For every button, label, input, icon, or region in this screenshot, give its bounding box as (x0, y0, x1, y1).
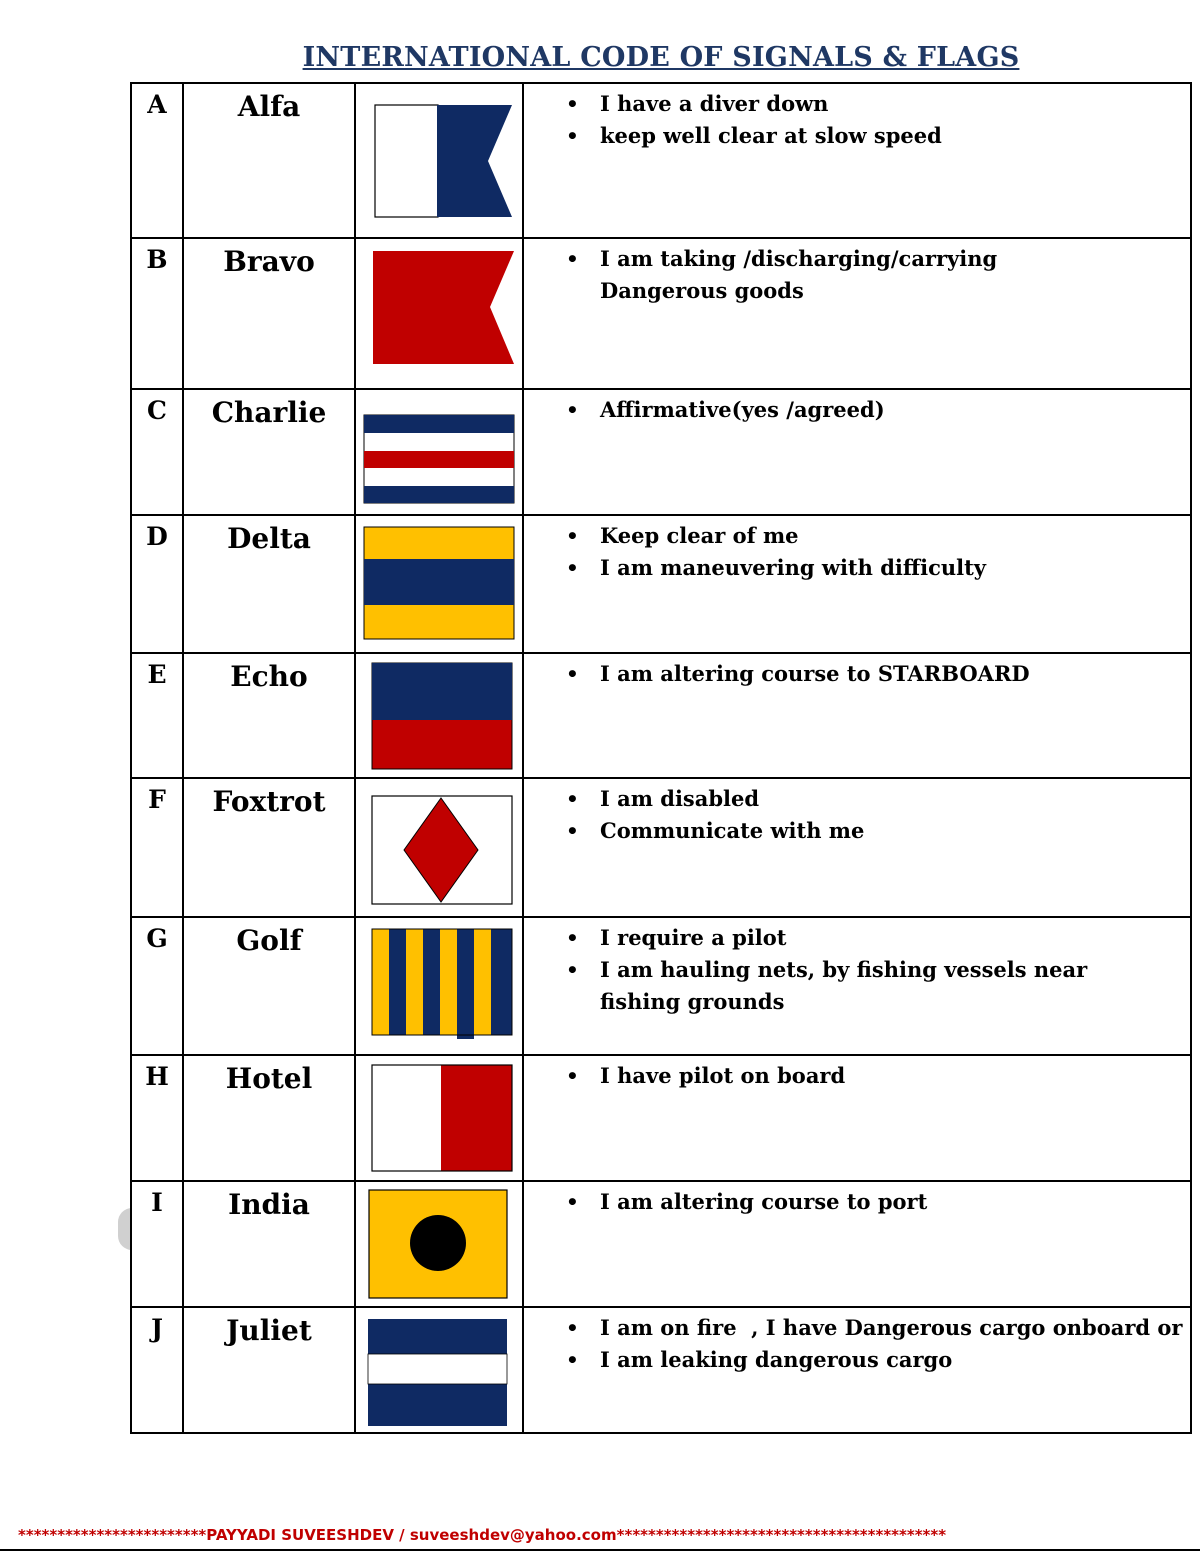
row-codeword: Bravo (183, 238, 355, 389)
footer-divider (0, 1549, 1200, 1551)
table-row (131, 83, 1191, 238)
row-flag (355, 917, 523, 1055)
row-meaning (523, 238, 1191, 389)
row-flag (355, 83, 523, 238)
row-codeword: Juliet (183, 1307, 355, 1433)
meaning-item: • I am disabled (600, 783, 1190, 815)
hotel-flag-icon (371, 1064, 513, 1174)
row-flag (355, 389, 523, 515)
row-codeword: Hotel (183, 1055, 355, 1181)
row-meaning (523, 389, 1191, 515)
meaning-item: • I am altering course to STARBOARD (600, 658, 1190, 690)
footer-stars-left: ************************ (18, 1526, 207, 1544)
charlie-flag-icon (363, 414, 515, 504)
table-row (131, 1181, 1191, 1307)
table-row (131, 653, 1191, 778)
row-flag (355, 1181, 523, 1307)
row-codeword: India (183, 1181, 355, 1307)
row-codeword: Foxtrot (183, 778, 355, 917)
row-letter: C (131, 389, 183, 515)
table-row (131, 778, 1191, 917)
meaning-item: • I am on fire , I have Dangerous cargo onboard or (600, 1312, 1190, 1344)
row-flag (355, 238, 523, 389)
row-codeword: Alfa (183, 83, 355, 238)
meaning-item: • I am taking /discharging/carrying Dangerous goods (600, 243, 1190, 307)
delta-flag-icon (363, 526, 515, 640)
table-row (131, 1307, 1191, 1433)
row-letter: G (131, 917, 183, 1055)
page-title: INTERNATIONAL CODE OF SIGNALS & FLAGS (302, 42, 1020, 73)
meaning-item: • Communicate with me (600, 815, 1190, 847)
row-letter: A (131, 83, 183, 238)
meaning-item: • I am altering course to port (600, 1186, 1190, 1218)
row-codeword: Charlie (183, 389, 355, 515)
row-flag (355, 778, 523, 917)
echo-flag-icon (371, 662, 513, 770)
row-meaning (523, 1307, 1191, 1433)
table-row (131, 917, 1191, 1055)
table-row (131, 1055, 1191, 1181)
row-meaning (523, 778, 1191, 917)
meaning-item: • Affirmative(yes /agreed) (600, 394, 1190, 426)
juliet-flag-icon (367, 1318, 509, 1428)
meaning-item: • I have a diver down (600, 88, 1190, 120)
meaning-item: • I am leaking dangerous cargo (600, 1344, 1190, 1376)
footer-credit (18, 1526, 1188, 1544)
row-meaning (523, 83, 1191, 238)
meaning-item: • keep well clear at slow speed (600, 120, 1190, 152)
footer-stars-right: ****************************************** (616, 1526, 947, 1544)
row-letter: I (131, 1181, 183, 1307)
india-flag-icon (368, 1189, 510, 1301)
row-letter: J (131, 1307, 183, 1433)
row-codeword: Golf (183, 917, 355, 1055)
table-row (131, 238, 1191, 389)
row-meaning (523, 1055, 1191, 1181)
row-meaning (523, 653, 1191, 778)
table-row (131, 389, 1191, 515)
row-flag (355, 1055, 523, 1181)
meaning-item: • Keep clear of me (600, 520, 1190, 552)
row-flag (355, 515, 523, 653)
foxtrot-flag-icon (371, 795, 513, 905)
row-meaning (523, 515, 1191, 653)
row-flag (355, 653, 523, 778)
row-letter: E (131, 653, 183, 778)
row-flag (355, 1307, 523, 1433)
row-letter: F (131, 778, 183, 917)
bravo-flag-icon (373, 251, 515, 365)
signals-table (130, 82, 1192, 1434)
alfa-flag-icon (374, 104, 514, 218)
meaning-item: • I am hauling nets, by fishing vessels near fishing grounds (600, 954, 1140, 1018)
row-letter: B (131, 238, 183, 389)
meaning-item: • I require a pilot (600, 922, 1190, 954)
row-meaning (523, 1181, 1191, 1307)
footer-author: PAYYADI SUVEESHDEV / suveeshdev@yahoo.com (206, 1526, 617, 1544)
golf-flag-icon (371, 928, 513, 1040)
row-letter: D (131, 515, 183, 653)
row-codeword: Delta (183, 515, 355, 653)
row-letter: H (131, 1055, 183, 1181)
row-codeword: Echo (183, 653, 355, 778)
meaning-item: • I have pilot on board (600, 1060, 1190, 1092)
row-meaning (523, 917, 1191, 1055)
meaning-item: • I am maneuvering with difficulty (600, 552, 1190, 584)
table-row (131, 515, 1191, 653)
